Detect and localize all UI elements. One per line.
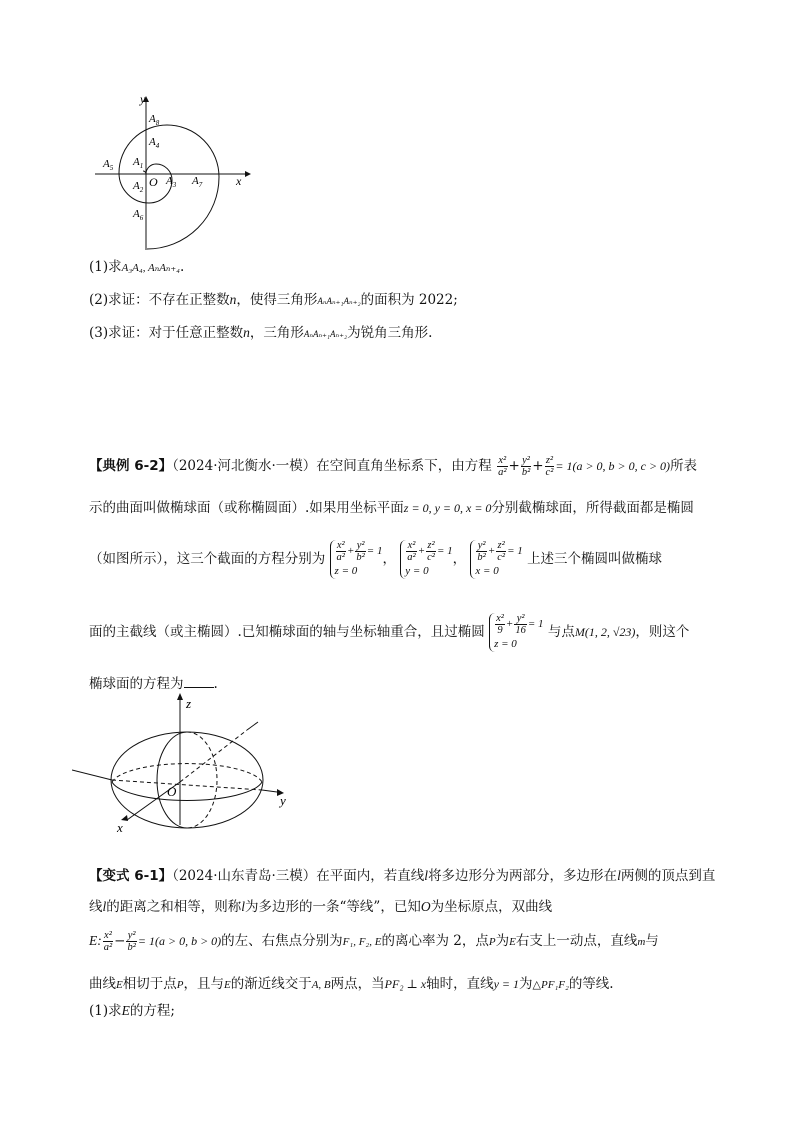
var61-l3d: 为 [495, 933, 510, 949]
var61-l3c: 的离心率为 2，点 [381, 933, 489, 949]
line-l: l [102, 899, 107, 914]
system-3-eq2: x = 0 [475, 565, 499, 577]
q3-triangle: AₙAₙ₊₁Aₙ₊₂ [303, 329, 348, 339]
ellipsoid-svg [72, 690, 302, 835]
var61-l4h: 的等线. [568, 976, 614, 992]
point-label-a8: $A_8$ [149, 113, 160, 127]
hyperbola-cond: = 1(a > 0, b > 0) [137, 934, 222, 948]
xy-ellipse-front [112, 782, 262, 800]
frac-x2-a2: $\frac{\text{x²}}{\text{a²}}$ [498, 455, 507, 478]
ex62-line-4 [89, 610, 689, 654]
ex62-source: （2024·河北衡水·一模）在空间直角坐标系下，由方程 [172, 458, 492, 474]
var61-l5b: 的方程; [129, 1003, 175, 1019]
z-axis-label: z [186, 696, 192, 711]
ex62-l2a: 示的曲面叫做椭球面（或称椭圆面）.如果用坐标平面 [89, 500, 404, 516]
var61-l3e: 右支上一动点，直线 [515, 933, 638, 949]
x-axis-label: x [117, 820, 123, 835]
q1-end: . [180, 259, 185, 275]
curve-e: E [121, 1003, 130, 1018]
frac-z2-c2: $\frac{\text{z²}}{\text{c²}}$ [545, 455, 554, 478]
x-axis-back-out [247, 722, 258, 730]
point-label-a3: $A_3$ [166, 175, 177, 189]
system-1: $\frac{\text{x²}}{\text{a²}}$ + $\frac{\text{y²}}{\text{b²}}$ = 1 z = 0 [330, 540, 383, 579]
point-label-a5: $A_5$ [103, 158, 114, 172]
y-axis-back [72, 770, 112, 780]
var61-l2a: 线 [89, 899, 103, 915]
q1-prefix: (1)求 [89, 259, 122, 275]
line-m: m [637, 936, 646, 948]
point-p: P [488, 936, 496, 948]
point-m: M(1, 2, √23) [574, 625, 636, 639]
curve-e: E [116, 979, 123, 991]
ex62-line-1: 【典例 6-2】（2024·河北衡水·一模）在空间直角坐标系下，由方程 $\frac{\text{x²}}{\text{a²}}$ + $\frac{\text{y²}}{\text{b²}}$ + $\frac{\text{z²}}{\text{c²}}$ = 1(a > 0, b > 0, c > 0)所表 [89, 455, 698, 478]
q2-mid: ，使得三角形 [236, 292, 318, 308]
q2-prefix: (2)求证：不存在正整数 [89, 292, 230, 308]
pf2-perp: PF₂ ⊥ x [384, 977, 427, 991]
point-label-a7: $A_7$ [192, 175, 203, 189]
curve-e: E [223, 979, 231, 991]
ex62-l3a: （如图所示），这三个截面的方程分别为 [89, 551, 326, 567]
ex62-line-2 [89, 498, 694, 518]
system-2-eq2: y = 0 [405, 565, 429, 577]
y-axis-front [262, 790, 277, 792]
ellipsoid-outline [111, 732, 263, 828]
ellipsoid-figure [72, 690, 302, 835]
triangle-pf1f2: △PF₁F₂ [532, 979, 569, 991]
ex62-tail1: 所表 [670, 458, 698, 474]
z-axis-arrow [177, 693, 183, 700]
ex62-l3b: 上述三个椭圆叫做椭球 [527, 551, 663, 567]
system-3: $\frac{\text{y²}}{\text{b²}}$ + $\frac{\text{z²}}{\text{c²}}$ = 1 x = 0 [470, 540, 522, 579]
ex62-condition: = 1(a > 0, b > 0, c > 0) [555, 459, 671, 473]
q2-triangle: AₙAₙ₊₁Aₙ₊₂ [317, 296, 361, 306]
point-label-a2: $A_2$ [133, 180, 144, 194]
var61-line-4 [89, 974, 614, 995]
var61-l1b: 将多边形分为两部分，多边形在 [428, 868, 618, 884]
var61-line-3: E: $\frac{\text{x²}}{\text{a²}}$ − $\frac{\text{y²}}{\text{b²}}$ = 1(a > 0, b > 0)的左、右焦点分别为F₁, F₂, E的离心率为 2，点P为E右支上一动点，直线m与 [89, 930, 659, 953]
points-ab: A, B [311, 979, 331, 991]
origin-label: O [149, 175, 158, 189]
y-axis-inside [112, 780, 262, 790]
xz-ellipse-back [187, 732, 217, 828]
q1-math: A₃A₄, AₙAₙ₊₄ [121, 262, 180, 274]
x-axis-back [180, 730, 247, 782]
var61-l1a: （2024·山东青岛·三模）在平面内，若直线 [172, 868, 425, 884]
y-axis-label: y [140, 92, 146, 106]
frac-x2-a2: $\frac{\text{x²}}{\text{a²}}$ [103, 930, 113, 953]
q2-end: 的面积为 2022; [360, 292, 458, 308]
system-1-eq2: z = 0 [334, 565, 358, 577]
x-axis-label: x [236, 174, 242, 188]
origin-o: O [420, 899, 431, 914]
var61-line-2 [89, 897, 552, 917]
ex62-l5-end: . [213, 676, 218, 692]
ex62-l4c: ，则这个 [635, 624, 690, 640]
q3-n: n [243, 325, 250, 340]
point-label-a6: $A_6$ [133, 208, 144, 222]
point-p: P [176, 979, 184, 991]
ex62-l2b: 分别截椭球面，所得截面都是椭圆 [491, 500, 694, 516]
xy-ellipse-back [112, 764, 262, 782]
curve-e: E [509, 936, 516, 948]
q2-n: n [229, 292, 237, 307]
line-l: l [241, 899, 246, 914]
spiral-figure [95, 92, 255, 252]
q3-mid: ，三角形 [249, 325, 304, 341]
var61-l5: (1)求 [89, 1003, 122, 1019]
y-axis-label: y [280, 793, 286, 808]
ex62-planes: z = 0, y = 0, x = 0 [403, 501, 492, 515]
var61-l4a: 曲线 [89, 976, 116, 992]
line-l: l [424, 868, 429, 883]
q3-end: 为锐角三角形. [347, 325, 433, 341]
var61-l3b: 的左、右焦点分别为 [221, 933, 343, 949]
ex62-l5: 椭球面的方程为 [89, 676, 184, 692]
var61-l4g: 为 [519, 976, 533, 992]
var61-l4c: ，且与 [183, 976, 224, 992]
foci: F₁, F₂, E [342, 936, 382, 948]
var61-line-5 [89, 1001, 175, 1021]
var61-line-1 [89, 866, 715, 886]
x-axis-arrow [245, 171, 251, 177]
var61-l2c: 为多边形的一条“等线”，已知 [245, 899, 421, 915]
var61-l4f: 轴时，直线 [426, 976, 494, 992]
origin-label: O [167, 784, 177, 799]
question-1 [89, 257, 184, 278]
frac-y2-b2: $\frac{\text{y²}}{\text{b²}}$ [127, 930, 136, 953]
var61-l4d: 的渐近线交于 [230, 976, 312, 992]
ex62-l4a: 面的主截线（或主椭圆）.已知椭球面的轴与坐标轴重合，且过椭圆 [89, 624, 485, 640]
line-y1: y = 1 [493, 977, 520, 991]
var61-l4e: 两点，当 [330, 976, 385, 992]
var61-l2d: 为坐标原点，双曲线 [430, 899, 553, 915]
ex62-tag: 【典例 6-2】 [89, 458, 173, 474]
frac-y2-b2: $\frac{\text{y²}}{\text{b²}}$ [521, 455, 531, 478]
line-l: l [617, 868, 621, 883]
var61-l2b: 的距离之和相等，则称 [106, 899, 242, 915]
point-label-a1: $A_1$ [133, 156, 144, 170]
ex62-line-3: （如图所示），这三个截面的方程分别为 $\frac{\text{x²}}{\text{a²}}$ + $\frac{\text{y²}}{\text{b²}}$ = 1 z = 0， $\frac{\text{x²}}{\text{a²}}$ + $\frac{\text{z²}}{\text{c²}}$ = 1 y = 0， $\frac{\text{y²}}{\text{b²}}$ + $\frac{\text{z²}}{\text{c²}}$ = 1 x = 0 上述三个椭圆叫做椭球 [89, 540, 663, 577]
var61-l4b: 相切于点 [122, 976, 177, 992]
hyperbola-e: E: [89, 933, 102, 948]
var61-l1c: 两侧的顶点到直 [620, 868, 716, 884]
q3-prefix: (3)求证：对于任意正整数 [89, 325, 244, 341]
question-3 [89, 323, 432, 344]
ex62-l4b: 与点 [547, 624, 575, 640]
var61-tag: 【变式 6-1】 [89, 868, 173, 884]
point-label-a4: $A_4$ [149, 136, 160, 150]
system-2: $\frac{\text{x²}}{\text{a²}}$ + $\frac{\text{z²}}{\text{c²}}$ = 1 y = 0 [400, 540, 452, 579]
answer-blank [184, 675, 214, 688]
question-2 [89, 290, 458, 311]
var61-l3f: 与 [645, 933, 659, 949]
spiral-svg [95, 92, 255, 252]
system-4: $\frac{\text{x²}}{9}$ + $\frac{\text{y²}}{16}$ = 1 z = 0 [489, 613, 543, 652]
